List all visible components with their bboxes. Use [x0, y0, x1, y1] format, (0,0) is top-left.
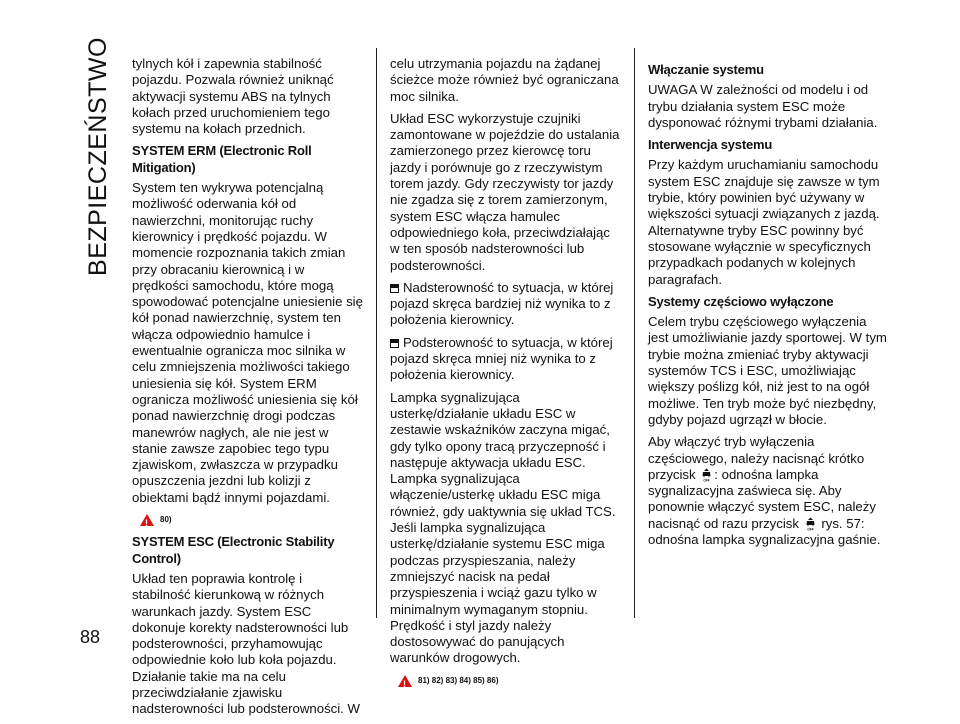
paragraph: celu utrzymania pojazdu na żądanej ścieżce może również być ograniczana moc silnika.: [390, 56, 619, 104]
heading-erm: SYSTEM ERM (Electronic Roll Mitigation): [132, 143, 312, 175]
paragraph: UWAGA W zależności od modelu i od trybu działania system ESC może dysponować różnymi trybami działania.: [648, 82, 878, 130]
column-2: [390, 56, 622, 695]
warning-reference: [398, 673, 622, 689]
svg-text:OFF: OFF: [703, 478, 710, 483]
column-divider: [634, 48, 635, 618]
paragraph: Przy każdym uruchamianiu samochodu system ESC znajduje się zawsze w tym trybie, który powinien być używany w większości sytuacji związanych z jazdą. Alternatywne tryby ESC powinny być stosowane wyłącznie w specyficznych przypadkach podanych w kolejnych paragrafach.: [648, 157, 880, 287]
paragraph: Układ ESC wykorzystuje czujniki zamontowane w pojeździe do ustalania zamierzonego przez kierowcę toru jazdy i porównuje go z rzeczywistym torem jazdy. Gdy rzeczywisty tor jazdy nie zgadza się z torem zamierzonym, system ESC włącza hamulec odpowiedniego koła, przeciwdziałając w ten sposób nadsterowności lub podsterowności.: [390, 110, 620, 273]
esc-off-icon: [805, 517, 816, 531]
heading-esc: SYSTEM ESC (Electronic Stability Control): [132, 534, 335, 566]
svg-text:OFF: OFF: [806, 527, 814, 532]
section-title-vertical: BEZPIECZEŃSTWO: [83, 36, 112, 276]
bullet-marker-icon: [390, 339, 399, 348]
reference-link[interactable]: 81) 82) 83) 84) 85) 86): [418, 675, 499, 685]
warning-triangle-icon: [398, 675, 412, 687]
bullet-item: Podsterowność to sytuacja, w której pojazd skręca mniej niż wynika to z położenia kierownicy.: [390, 334, 613, 383]
heading-intervention: Interwencja systemu: [648, 137, 773, 153]
bullet-marker-icon: [390, 284, 399, 293]
paragraph-esc-button: Aby włączyć tryb wyłączenia częściowego, należy nacisnąć krótko przycisk OFF : odnośna lampka sygnalizacyjna zaświeca się. Aby ponownie włączyć system ESC, należy nacisnąć od razu przycisk OFF rys. 57: odnośna lampka sygnalizacyjna gaśnie.: [648, 434, 881, 548]
paragraph: Celem trybu częściowego wyłączenia jest umożliwianie jazdy sportowej. W tym trybie można zmieniać tryby aktywacji systemów TCS i ESC, umożliwiając większy poślizg kół, niż jest to na ogół możliwe. Ten tryb może być niezbędny, gdyby pojazd ugrzązł w błocie.: [648, 314, 887, 427]
paragraph: Układ ten poprawia kontrolę i stabilność kierunkową w różnych warunkach jazdy. System ESC dokonuje korekty nadsterowności lub podsterowności, przyhamowując odpowiednie koło lub koła pojazdu. Działanie takie ma na celu przeciwdziałanie zjawisku nadsterowności lub podsterowności. W: [132, 570, 360, 717]
column-1: [132, 56, 364, 724]
heading-partial-off: Systemy częściowo wyłączone: [648, 293, 834, 309]
paragraph: tylnych kół i zapewnia stabilność pojazdu. Pozwala również uniknąć aktywacji systemu ABS na tylnych kołach przed uruchomieniem tego systemu na kołach przednich.: [132, 56, 334, 137]
warning-reference: [140, 512, 364, 528]
warning-triangle-icon: [140, 514, 154, 526]
heading-enable: Włączanie systemu: [648, 62, 764, 77]
paragraph: Lampka sygnalizująca usterkę/działanie układu ESC w zestawie wskaźników zaczyna migać, gdy tylko opony tracą przyczepność i następuje aktywacja układu ESC. Lampka sygnalizująca włączenie/usterkę układu ESC miga również, gdy uaktywnia się układ TCS. Jeśli lampka sygnalizująca usterkę/działanie systemu ESC miga podczas przyspieszania, należy zmniejszyć nacisk na pedał przyspieszenia i wciąż gazu tylko w minimalnym wymaganym stopniu. Prędkość i styl jazdy należy dostosowywać do panujących warunków drogowych.: [390, 389, 616, 666]
paragraph: System ten wykrywa potencjalną możliwość oderwania kół od nawierzchni, monitorując ruchy kierownicy i prędkość pojazdu. W momencie rozpoznania takich zmian przy obracaniu kierownicą i w prędkości samochodu, które mogą spowodować potencjalne uniesienie się kół ponad nawierzchnię, system ten włącza odpowiednio hamulce i ewentualnie ogranicza moc silnika w celu zmniejszenia możliwości takiego uniesienia się kół. System ERM ogranicza możliwość uniesienia się kół ponad nawierzchnię drogi podczas manewrów nagłych, ale nie jest w stanie zawsze zapobiec tego typu zjawiskom, zwłaszcza w przypadku opuszczenia jezdni lub kolizji z obiektami bądź innymi pojazdami.: [132, 180, 363, 505]
page-number: 88: [80, 627, 101, 647]
reference-link[interactable]: 80): [160, 515, 172, 525]
column-3: [648, 56, 888, 554]
bullet-item: Nadsterowność to sytuacja, w której pojazd skręca bardziej niż wynika to z położenia kierownicy.: [390, 279, 614, 328]
esc-off-icon: [701, 468, 712, 482]
column-divider: [376, 48, 377, 618]
